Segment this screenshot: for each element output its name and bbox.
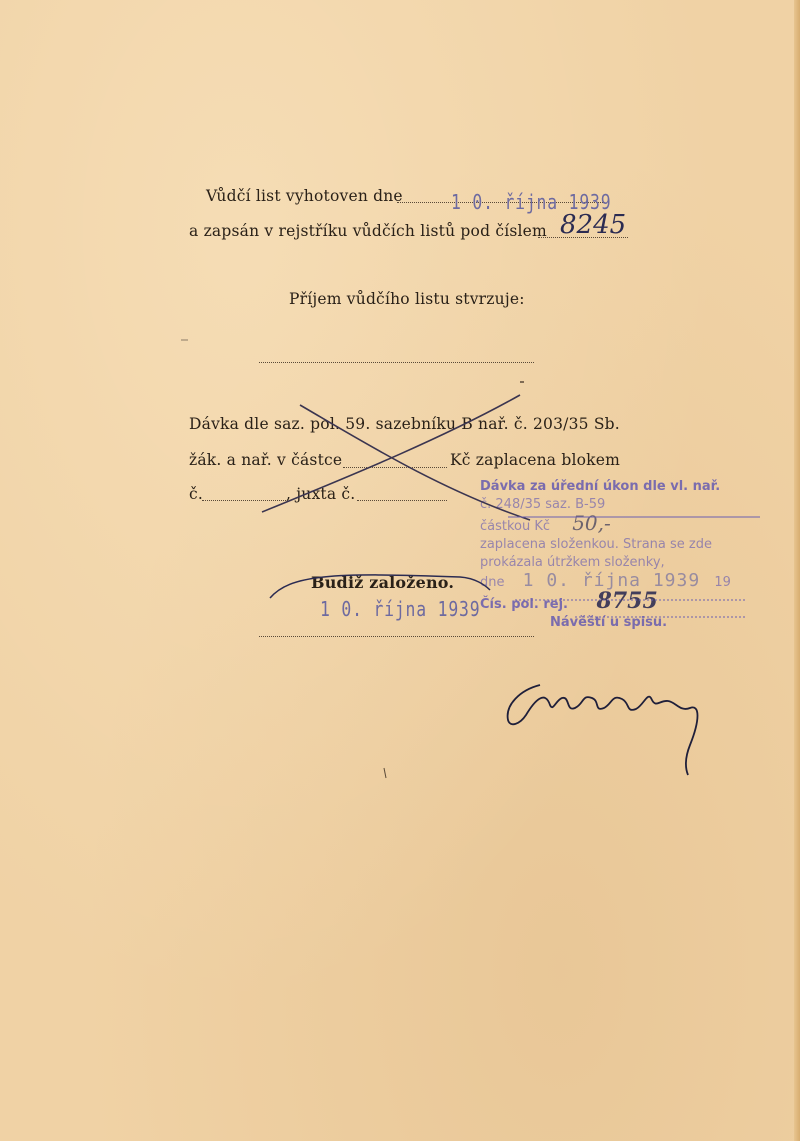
register-number-handwritten: 8245 [560,210,627,240]
signature-scribble [508,685,698,775]
issued-date-label: Vůdčí list vyhotoven dne [206,187,403,205]
stamp-line-2: č. 248/35 saz. B-59 [480,497,606,512]
fee-line-3-juxta: , juxta č. [286,485,356,503]
budiz-underline-stroke [270,575,490,598]
stamp-amount-label: částkou Kč [480,519,551,534]
stamp-register-handwritten: 8755 [596,588,658,614]
receipt-label: Příjem vůdčího listu stvrzuje: [289,290,525,308]
stamp-date-label: dne [480,575,505,590]
stamp-year: 19 [714,575,731,590]
budiz-zalozeno-text: Budiž založeno. [311,573,455,592]
stamp-line-4: zaplacena složenkou. Strana se zde [480,537,713,552]
budiz-stamp-date: 1 0. října 1939 [320,597,481,621]
fee-line-2-label: žák. a nař. v částce [189,451,343,469]
fee-line-1: Dávka dle saz. pol. 59. sazebníku B nař. č. 203/35 Sb. [189,415,620,433]
tick-mark [384,768,386,778]
fee-line-3-label: č. [189,485,204,503]
stamp-line-8: Návěští u spisu. [550,615,668,630]
stamp-register-label: Čís. pol. rej. [480,597,568,612]
register-number-label: a zapsán v rejstříku vůdčích listů pod číslem [189,222,547,240]
cross-out-stroke-1 [300,405,530,520]
cross-out-stroke-2 [262,395,520,512]
stamp-line-1: Dávka za úřední úkon dle vl. nař. [480,479,721,494]
stamp-date-value: 1 0. října 1939 [522,570,701,591]
issued-date-stamp: 1 0. října 1939 [451,190,612,214]
fee-line-2-suffix: Kč zaplacena blokem [450,451,620,469]
stamp-line-5: prokázala útržkem složenky, [480,555,665,570]
stamp-amount-handwritten: 50,- [572,511,611,535]
